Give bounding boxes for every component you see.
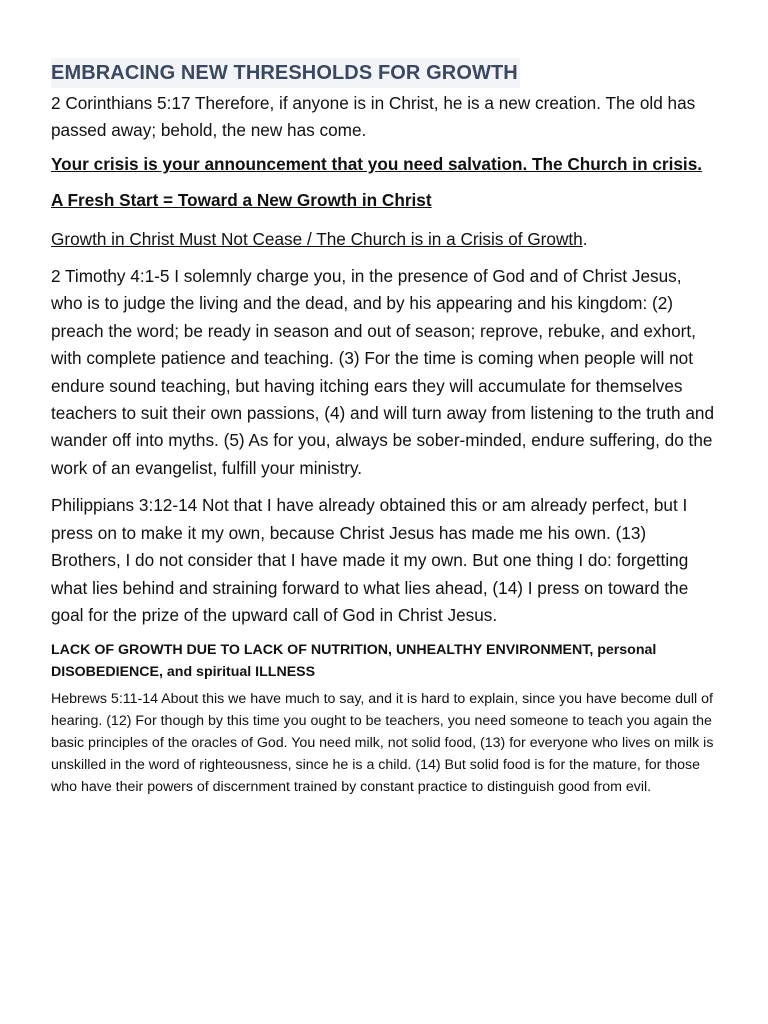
- lack-of-growth-heading: LACK OF GROWTH DUE TO LACK OF NUTRITION, UNHEALTHY ENVIRONMENT, personal DISOBEDIENCE, and spiritual ILLNESS: [51, 642, 657, 681]
- verse-philippians: Philippians 3:12-14 Not that I have already obtained this or am already perfect, but I press on to make it my own, because Christ Jesus has made me his own. (13) Brothers, I do not consider that I have made it my own. But one thing I do: forgetting what lies behind and straining forward to what lies ahead, (14) I press on toward the goal for the prize of the upward call of God in Christ Jesus.: [51, 495, 689, 625]
- growth-heading: [51, 226, 716, 253]
- fresh-start-heading: A Fresh Start = Toward a New Growth in Christ: [51, 190, 432, 211]
- verse-hebrews: Hebrews 5:11-14 About this we have much to say, and it is hard to explain, since you have become dull of hearing. (12) For though by this time you ought to be teachers, you need someone to teach you again the basic principles of the oracles of God. You need milk, not solid food, (13) for everyone who lives on milk is unskilled in the word of righteousness, since he is a child. (14) But solid food is for the mature, for those who have their powers of discernment trained by constant practice to distinguish good from evil.: [51, 691, 714, 796]
- crisis-statement: Your crisis is your announcement that you need salvation. The Church in crisis.: [51, 153, 703, 174]
- growth-heading-period: .: [582, 228, 588, 249]
- verse-2-corinthians: 2 Corinthians 5:17 Therefore, if anyone is in Christ, he is a new creation. The old has passed away; behold, the new has come.: [51, 93, 696, 141]
- document-title: EMBRACING NEW THRESHOLDS FOR GROWTH: [51, 58, 520, 88]
- growth-heading-text: Growth in Christ Must Not Cease / The Church is in a Crisis of Growth: [51, 228, 583, 249]
- verse-2-timothy: 2 Timothy 4:1-5 I solemnly charge you, in the presence of God and of Christ Jesus, who is to judge the living and the dead, and by his appearing and his kingdom: (2) preach the word; be ready in season and out of season; reprove, rebuke, and exhort, with complete patience and teaching. (3) For the time is coming when people will not endure sound teaching, but having itching ears they will accumulate for themselves teachers to suit their own passions, (4) and will turn away from listening to the truth and wander off into myths. (5) As for you, always be sober-minded, endure suffering, do the work of an evangelist, fulfill your ministry.: [51, 266, 715, 478]
- document-page: [51, 58, 716, 798]
